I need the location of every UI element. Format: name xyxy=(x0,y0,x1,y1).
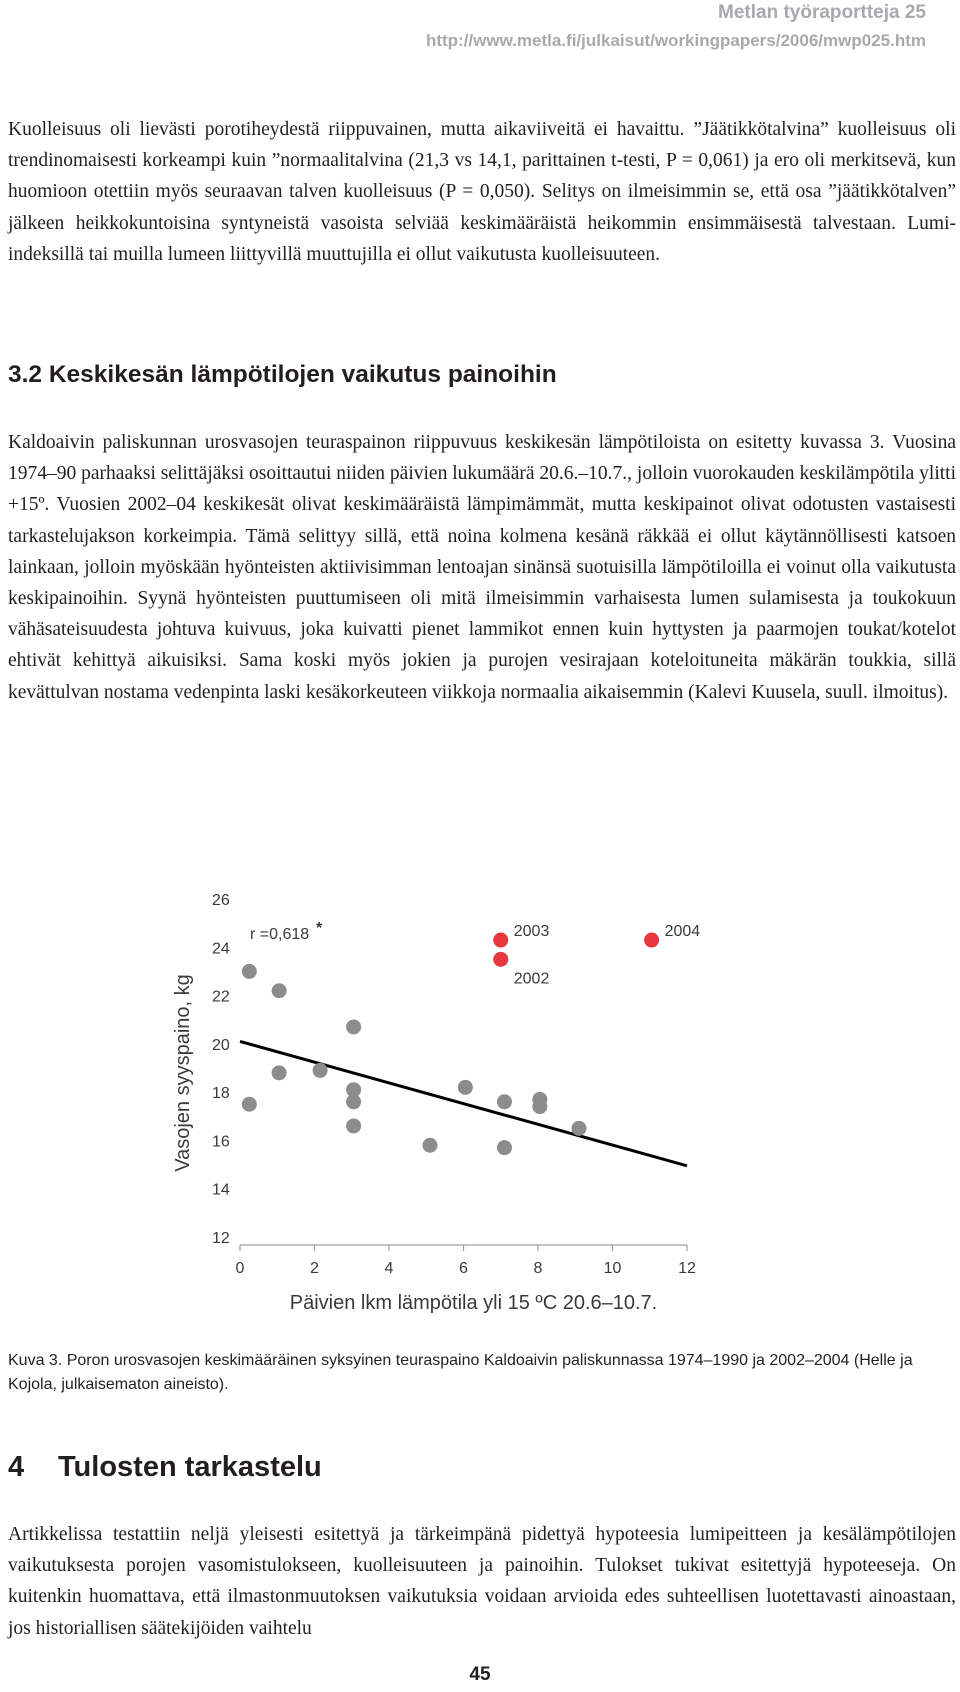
data-point-highlight xyxy=(644,933,659,948)
data-point xyxy=(242,964,257,979)
point-label: 2003 xyxy=(513,923,550,941)
page-number: 45 xyxy=(469,1664,491,1685)
paragraph-discussion: Artikkelissa testattiin neljä yleisesti esitettyä ja tärkeimpänä pidettyä hypoteesia lumipeitteen ja kesälämpötilojen vaikutuksesta porojen vasomistulokseen, kuolleisuuteen ja painoihin. Tulokset tukivat esitettyjä hypoteeseja. On kuitenkin huomattava, että ilmastonmuutoksen vaikutuksia voidaan arvioida edes suhteellisen luotettavasti ainoastaan, jos historiallisen säätekijöiden vaihtelu xyxy=(8,1524,956,1639)
point-label: 2004 xyxy=(664,923,701,941)
x-tick-label: 2 xyxy=(310,1260,319,1277)
section-heading-4 xyxy=(8,1449,322,1485)
significance-mark: * xyxy=(316,920,323,937)
section-title: Tulosten tarkastelu xyxy=(58,1451,322,1483)
header-url[interactable]: http://www.metla.fi/julkaisut/workingpapers/2006/mwp025.htm xyxy=(425,31,926,50)
point-label: 2002 xyxy=(513,970,550,988)
paragraph-summer-temperature: Kaldoaivin paliskunnan urosvasojen teuraspainon riippuvuus keskikesän lämpötiloista on esitetty kuvassa 3. Vuosina 1974–90 parhaaksi selittäjäksi osoittautui niiden päivien lukumäärä 20.6.–10.7., jolloin vuorokauden keskilämpötila ylitti +15º. Vuosien 2002–04 keskikesät olivat keskimääräistä lämpimämmät, mutta keskipainot olivat odotusten vastaisesti tarkastelujakson korkeimpia. Tämä selittyy sillä, että noina kolmena kesänä räkkää ei ollut käytännöllisesti katsoen lainkaan, jolloin myöskään hyönteisten aktiivisimman lentoajan sinänsä suotuisilla lämpötiloilla ei voinut olla vaikutusta keskipainoihin. Syynä hyönteisten puuttumiseen oli mitä ilmeisimmin varhaisesta lumen sulamisesta ja toukokuun vähäsateisuudesta johtuva kuivuus, joka kuivatti pienet lammikot ennen kuin hyttysten ja paarmojen toukat/kotelot ehtivät kehittyä aikuisiksi. Sama koski myös jokien ja purojen vesirajaan koteloituneita mäkärän toukkia, sillä kevättulvan nostama vedenpinta laski kesäkorkeuteen viikkoja normaalia aikaisemmin (Kalevi Kuusela, suull. ilmoitus). xyxy=(8,432,956,703)
section-heading-3-2: 3.2 Keskikesän lämpötilojen vaikutus painoihin xyxy=(8,361,557,388)
data-point xyxy=(313,1063,328,1078)
y-axis-title: Vasojen syyspaino, kg xyxy=(172,974,194,1172)
data-point xyxy=(422,1138,437,1153)
x-tick-label: 6 xyxy=(459,1260,468,1277)
data-point-highlight xyxy=(493,952,508,967)
data-point-highlight xyxy=(493,933,508,948)
y-tick-label: 26 xyxy=(212,892,230,909)
y-tick-label: 12 xyxy=(212,1230,230,1247)
correlation-annotation: r =0,618 xyxy=(250,926,310,943)
trend-line xyxy=(240,1041,687,1165)
x-tick-label: 10 xyxy=(603,1260,622,1277)
figure-caption: Kuva 3. Poron urosvasojen keskimääräinen syksyinen teuraspaino Kaldoaivin paliskunnassa 1974–1990 ja 2002–2004 (Helle ja Kojola, julkaisematon aineisto). xyxy=(8,1352,913,1393)
data-point xyxy=(571,1121,586,1136)
data-point xyxy=(532,1099,547,1114)
data-point xyxy=(458,1080,473,1095)
x-tick-label: 12 xyxy=(678,1260,696,1277)
data-point xyxy=(346,1118,361,1133)
y-tick-label: 18 xyxy=(212,1085,230,1103)
scatter-chart xyxy=(0,850,960,1320)
y-tick-label: 20 xyxy=(212,1036,230,1054)
series-title: Metlan työraportteja 25 xyxy=(718,2,926,23)
data-point xyxy=(497,1140,512,1155)
data-point xyxy=(346,1094,361,1109)
data-point xyxy=(346,1019,361,1034)
y-tick-label: 14 xyxy=(212,1181,230,1199)
y-tick-label: 24 xyxy=(212,940,230,958)
data-point xyxy=(272,983,287,998)
data-point xyxy=(497,1094,512,1109)
section-number: 4 xyxy=(8,1451,25,1483)
y-tick-label: 22 xyxy=(212,988,230,1006)
data-point xyxy=(242,1097,257,1112)
x-axis-title: Päivien lkm lämpötila yli 15 ºC 20.6–10.7. xyxy=(289,1292,658,1314)
paragraph-mortality: Kuolleisuus oli lievästi porotiheydestä riippuvainen, mutta aikaviiveitä ei havaittu. ”Jäätikkötalvina” kuolleisuus oli trendinomaisesti korkeampi kuin ”normaalitalvina (21,3 vs 14,1, parittainen t-testi, P = 0,061) ja ero oli merkitsevä, kun huomioon otettiin myös seuraavan talven kuolleisuus (P = 0,050). Selitys on ilmeisimmin se, että osa ”jäätikkötalven” jälkeen heikkokuntoisina syntyneistä vasoista selviää keskimääräistä heikommin ensimmäisestä talvestaan. Lumi-indeksillä tai muilla lumeen liittyvillä muuttujilla ei ollut vaikutusta kuolleisuuteen. xyxy=(8,119,956,265)
x-tick-label: 8 xyxy=(533,1260,543,1277)
y-tick-label: 16 xyxy=(212,1133,230,1151)
data-point xyxy=(272,1065,287,1080)
x-tick-label: 0 xyxy=(235,1260,245,1277)
x-tick-label: 4 xyxy=(384,1260,394,1277)
